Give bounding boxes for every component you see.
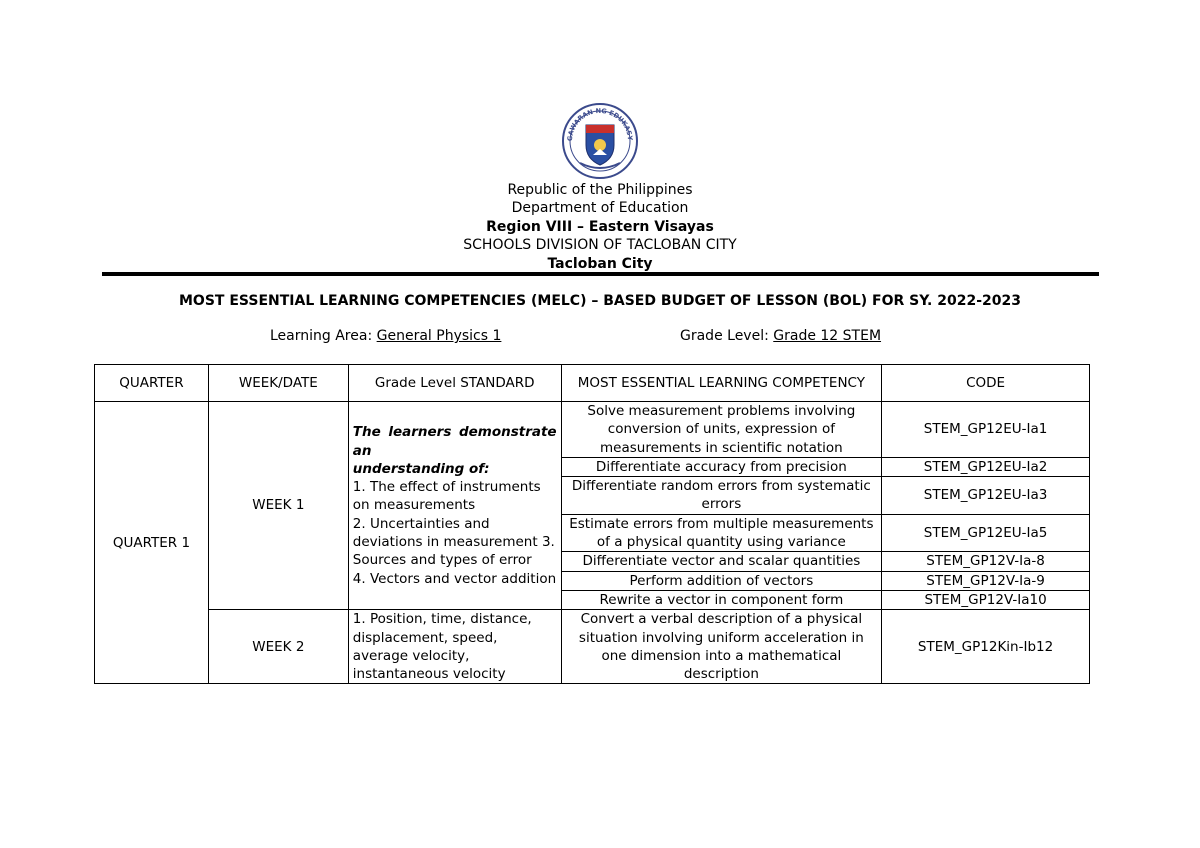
quarter-cell: QUARTER 1: [95, 402, 209, 684]
competency-cell: Convert a verbal description of a physical situation involving uniform acceleration in one dimension into a mathematical description: [561, 610, 882, 684]
table-row: [95, 610, 1090, 684]
code-cell: STEM_GP12EU-Ia3: [882, 477, 1090, 515]
document-title: MOST ESSENTIAL LEARNING COMPETENCIES (MELC) – BASED BUDGET OF LESSON (BOL) FOR SY. 2022-2023: [179, 293, 1021, 309]
standard-intro: [353, 423, 557, 478]
header-code: CODE: [882, 365, 1090, 402]
grade-level: [680, 328, 881, 344]
header-region: Region VIII – Eastern Visayas: [486, 218, 714, 235]
code-cell: STEM_GP12V-Ia-9: [882, 571, 1090, 590]
header-republic: Republic of the Philippines: [507, 182, 693, 198]
header-competency: MOST ESSENTIAL LEARNING COMPETENCY: [561, 365, 882, 402]
header-standard: Grade Level STANDARD: [348, 365, 561, 402]
header-week: WEEK/DATE: [208, 365, 348, 402]
learning-area-value: General Physics 1: [376, 328, 502, 344]
code-cell: STEM_GP12V-Ia-8: [882, 552, 1090, 571]
deped-seal: [560, 101, 640, 181]
standard-intro-line1: The learners demonstrate an: [352, 424, 557, 459]
seal-logo-icon: [560, 101, 640, 181]
standard-item: 4. Vectors and vector addition: [352, 570, 557, 587]
document-header: [0, 181, 1200, 273]
header-division: SCHOOLS DIVISION OF TACLOBAN CITY: [463, 237, 737, 254]
code-cell: STEM_GP12V-Ia10: [882, 590, 1090, 609]
competency-cell: Perform addition of vectors: [561, 571, 882, 590]
standard-item: 1. The effect of instruments on measurements: [352, 479, 541, 514]
code-cell: STEM_GP12EU-Ia2: [882, 457, 1090, 476]
table-header-row: [95, 365, 1090, 402]
grade-level-label: Grade Level:: [680, 328, 769, 344]
code-cell: STEM_GP12Kin-Ib12: [882, 610, 1090, 684]
week1-standard-cell: [348, 402, 561, 610]
week1-cell: WEEK 1: [208, 402, 348, 610]
competency-cell: Rewrite a vector in component form: [561, 590, 882, 609]
header-divider: [102, 272, 1099, 276]
week2-standard-cell: 1. Position, time, distance, displacement, speed, average velocity, instantaneous velocity: [348, 610, 561, 684]
header-department: Department of Education: [511, 200, 689, 217]
competency-cell: Differentiate vector and scalar quantities: [561, 552, 882, 571]
standard-item: 2. Uncertainties and deviations in measurement 3. Sources and types of error: [352, 515, 555, 569]
budget-of-lesson-table: [94, 364, 1090, 684]
code-cell: STEM_GP12EU-Ia1: [882, 402, 1090, 458]
week2-cell: WEEK 2: [208, 610, 348, 684]
grade-level-value: Grade 12 STEM: [773, 328, 882, 344]
learning-area-label: Learning Area:: [270, 328, 373, 344]
table-row: [95, 402, 1090, 458]
header-city: Tacloban City: [547, 255, 653, 272]
code-cell: STEM_GP12EU-Ia5: [882, 514, 1090, 552]
competency-cell: Differentiate accuracy from precision: [561, 457, 882, 476]
learning-area: [270, 328, 501, 344]
competency-cell: Solve measurement problems involving conversion of units, expression of measurements in scientific notation: [561, 402, 882, 458]
standard-intro-line2: understanding of:: [352, 460, 490, 477]
header-quarter: QUARTER: [95, 365, 209, 402]
competency-cell: Differentiate random errors from systematic errors: [561, 477, 882, 515]
competency-cell: Estimate errors from multiple measurements of a physical quantity using variance: [561, 514, 882, 552]
svg-text:KAGAWARAN NG EDUKASYON: GAWARAN NG EDUKASY: [565, 106, 635, 142]
